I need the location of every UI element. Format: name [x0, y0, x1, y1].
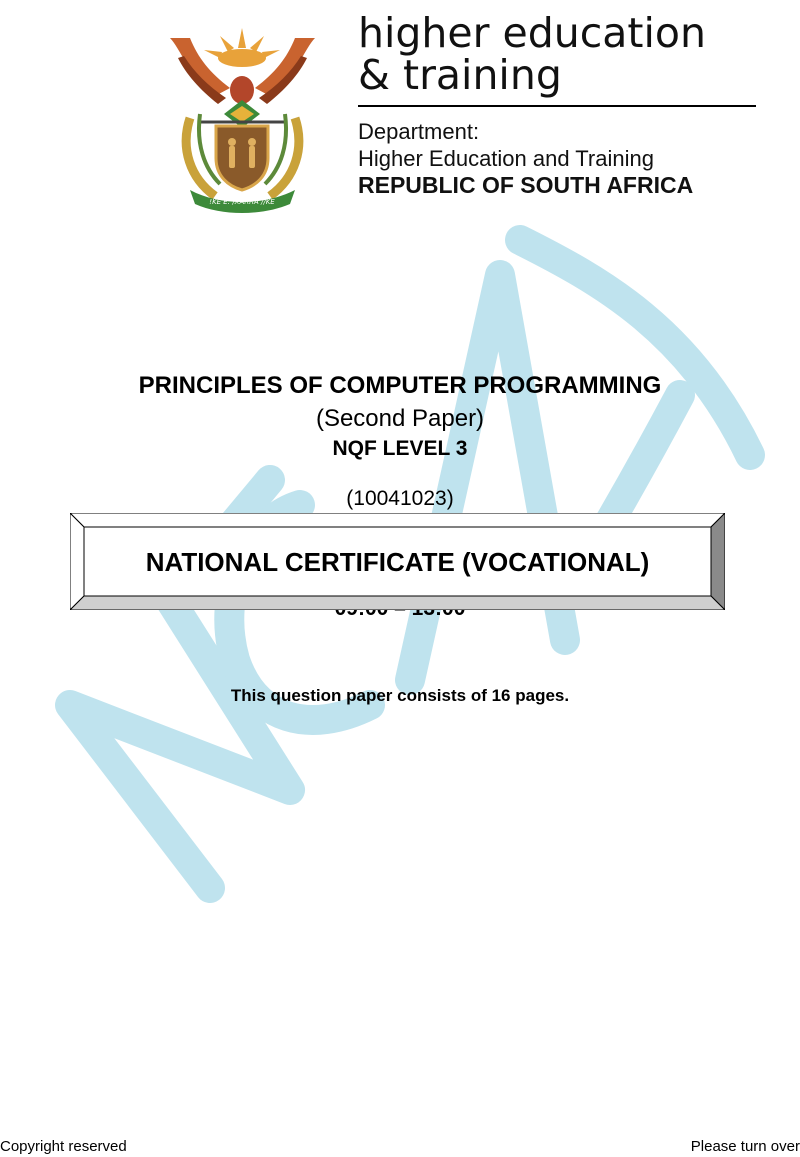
certificate-title: NATIONAL CERTIFICATE (VOCATIONAL): [145, 547, 650, 577]
pages-note: This question paper consists of 16 pages.: [230, 686, 570, 705]
crest-motto: !KE E: /XARRA //KE: [209, 198, 275, 206]
brand-line-2: & training: [358, 51, 562, 99]
brand-divider: [358, 105, 756, 107]
certificate-banner: [70, 513, 725, 610]
paper-number: (Second Paper): [315, 405, 485, 432]
dept-name: Higher Education and Training: [358, 146, 654, 171]
country-name: REPUBLIC OF SOUTH AFRICA: [358, 172, 694, 198]
coat-of-arms-logo: [160, 18, 325, 213]
copyright-note: Copyright reserved: [0, 1138, 127, 1155]
dept-label: Department:: [358, 119, 480, 144]
brand-line-1: higher education: [358, 9, 706, 57]
brand-title: [358, 9, 706, 99]
subject-code: (10041023): [346, 487, 454, 510]
turn-over-note: Please turn over: [690, 1138, 800, 1155]
subject-title: PRINCIPLES OF COMPUTER PROGRAMMING: [138, 372, 662, 399]
nqf-level: NQF LEVEL 3: [332, 437, 468, 460]
department-block: [358, 118, 693, 199]
